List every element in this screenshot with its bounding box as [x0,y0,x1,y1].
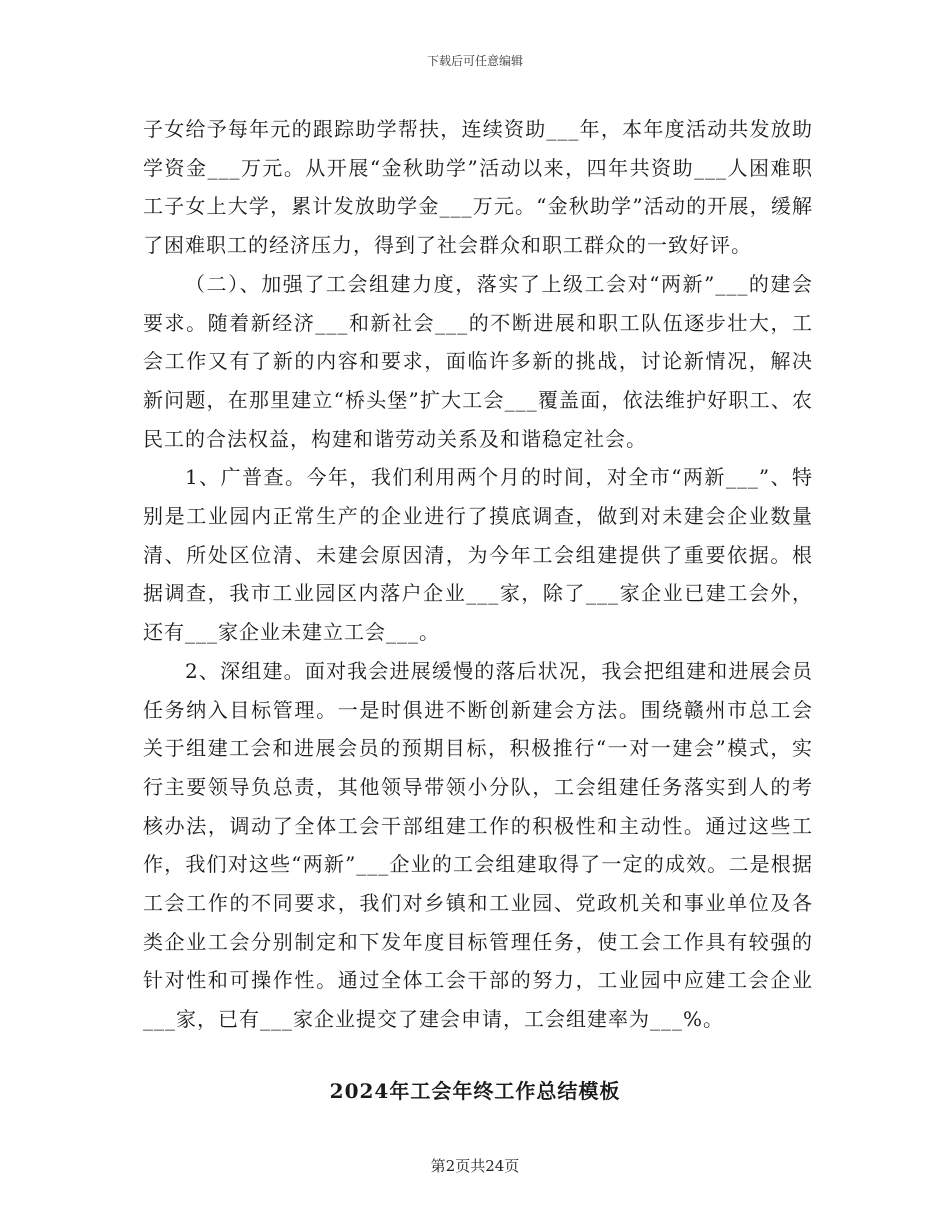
paragraph-4: 2、深组建。面对我会进展缓慢的落后状况，我会把组建和进展会员任务纳入目标管理。一是时俱进不断创新建会方法。围绕赣州市总工会关于组建工会和进展会员的预期目标，积极推行“一对一建会”模式，实行主要领导负总责，其他领导带领小分队，工会组建任务落实到人的考核办法，调动了全体工会干部组建工作的积极性和主动性。通过这些工作，我们对这些“两新”___企业的工会组建取得了一定的成效。二是根据工会工作的不同要求，我们对乡镇和工业园、党政机关和事业单位及各类企业工会分别制定和下发年度目标管理任务，使工会工作具有较强的针对性和可操作性。通过全体工会干部的努力，工业园中应建工会企业___家，已有___家企业提交了建会申请，工会组建率为___%。 [143,658,813,1032]
section-title: 2024年工会年终工作总结模板 [329,1079,621,1103]
page-footer: 第2页共24页 [430,1157,520,1175]
paragraph-3: 1、广普查。今年，我们利用两个月的时间，对全市“两新___”、特别是工业园内正常生产的企业进行了摸底调查，做到对未建会企业数量清、所处区位清、未建会原因清，为今年工会组建提供了重要依据。根据调查，我市工业园区内落户企业___家，除了___家企业已建工会外，还有___家企业未建立工会___。 [143,465,813,645]
paragraph-1: 子女给予每年元的跟踪助学帮扶，连续资助___年，本年度活动共发放助学资金___万元。从开展“金秋助学”活动以来，四年共资助___人困难职工子女上大学，累计发放助学金___万元。“金秋助学”活动的开展，缓解了困难职工的经济压力，得到了社会群众和职工群众的一致好评。 [143,117,813,258]
paragraph-2: （二）、加强了工会组建力度，落实了上级工会对“两新”___的建会要求。随着新经济___和新社会___的不断进展和职工队伍逐步壮大，工会工作又有了新的内容和要求，面临许多新的挑战，讨论新情况，解决新问题，在那里建立“桥头堡”扩大工会___覆盖面，依法维护好职工、农民工的合法权益，构建和谐劳动关系及和谐稳定社会。 [143,271,813,451]
page-header-note: 下载后可任意编辑 [426,54,523,68]
document-body [143,110,813,1039]
